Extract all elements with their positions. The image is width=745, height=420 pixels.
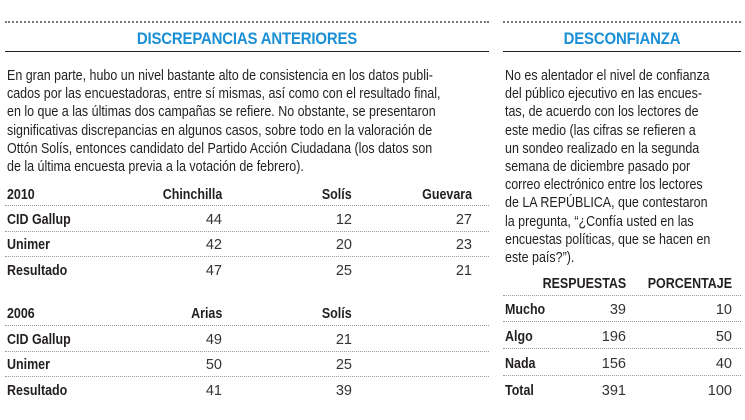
table-2010-cell: 44 [205,212,222,228]
left-heading: DISCREPANCIAS ANTERIORES [136,29,358,48]
table-2010-cell: 21 [455,263,472,279]
table-2006-cell: 49 [205,332,222,348]
right-paragraph-line: la pregunta, “¿Confía usted en las [505,213,694,230]
row-divider [5,376,489,377]
row-divider [5,231,489,232]
right-paragraph-line: del público ejecutivo en las encues- [505,86,702,103]
right-heading: DESCONFIANZA [563,29,681,48]
right-paragraph-line: un sondeo realizado en la segunda [505,140,700,157]
confidence-cell: 50 [715,329,732,345]
right-paragraph-line: correo electrónico entre los lectores [505,177,703,194]
confidence-row-label: Mucho [505,302,546,318]
table-2006-cell: 21 [335,332,352,348]
right-paragraph-line: encuestas políticas, que se hacen en [505,231,711,248]
right-dotted-rule [503,21,741,23]
table-2010-cell: 27 [455,212,472,228]
row-divider [503,348,741,349]
confidence-row-label: Algo [505,329,533,345]
table-2006-cell: 39 [335,383,352,399]
confidence-row-label: Total [505,383,534,399]
table-2006-row-label: Unimer [7,357,50,373]
right-paragraph-line: este medio (las cifras se refieren a [505,122,696,139]
row-divider [5,205,489,206]
left-paragraph-line: de la última encuesta previa a la votación de febrero). [7,159,304,176]
table-2006-col-solis: Solís [322,306,352,322]
left-paragraph-line: Ottón Solís, entonces candidato del Partido Acción Ciudadana (los datos son [7,140,433,157]
table-2010-col-solis: Solís [322,187,352,203]
left-heading-rule [5,51,489,52]
right-paragraph-line: No es alentador el nivel de confianza [505,68,710,84]
table-2010-row-label: Resultado [7,263,68,279]
right-heading-rule [503,51,741,52]
confidence-col-porcentaje: PORCENTAJE [647,276,733,292]
right-paragraph-line: tas, de acuerdo con los lectores de [505,104,699,121]
table-2006-col-arias: Arias [190,306,222,322]
left-paragraph-line: en lo que a las últimas dos campañas se refiere. No obstante, se presentaron [7,104,436,121]
confidence-col-respuestas: RESPUESTAS [542,276,626,292]
table-2010-cell: 20 [335,237,352,253]
row-divider [5,351,489,352]
left-dotted-rule [5,21,489,23]
left-paragraph [7,67,514,176]
table-2010-row-label: Unimer [7,237,50,253]
table-2006-year: 2006 [7,306,35,322]
table-2010-year: 2010 [7,187,35,203]
table-2006-row-label: CID Gallup [7,332,71,348]
confidence-cell: 10 [715,302,732,318]
table-2010-cell: 42 [205,237,222,253]
confidence-cell: 40 [715,356,732,372]
confidence-cell: 391 [601,383,626,399]
row-divider [503,295,741,296]
row-divider [503,321,741,322]
table-2010-col-guevara: Guevara [422,187,472,203]
confidence-cell: 196 [601,329,626,345]
right-paragraph-line: de LA REPÚBLICA, que contestaron [505,195,708,212]
table-2010-row-label: CID Gallup [7,212,71,228]
right-paragraph [505,67,745,267]
row-divider [5,256,489,257]
table-2010-cell: 12 [335,212,352,228]
left-paragraph-line: cados por las encuestadoras, entre sí mismas, así como con el resultado final, [7,86,441,103]
right-paragraph-line: este país?”). [505,250,575,267]
left-paragraph-line: En gran parte, hubo un nivel bastante alto de consistencia en los datos publi- [7,68,433,84]
table-2010-col-chinchilla: Chinchilla [162,187,222,203]
confidence-cell: 39 [609,302,626,318]
row-divider [5,325,489,326]
table-2006-cell: 25 [335,357,352,373]
confidence-cell: 100 [707,383,732,399]
confidence-row-label: Nada [505,356,536,372]
right-paragraph-line: semana de diciembre pasado por [505,159,691,176]
table-2006-row-label: Resultado [7,383,68,399]
table-2006-cell: 41 [205,383,222,399]
left-paragraph-line: significativas discrepancias en algunos casos, sobre todo en la valoración de [7,122,433,139]
confidence-cell: 156 [601,356,626,372]
table-2010-cell: 25 [335,263,352,279]
row-divider [503,375,741,376]
table-2010-cell: 23 [455,237,472,253]
table-2006-cell: 50 [205,357,222,373]
table-2010-cell: 47 [205,263,222,279]
